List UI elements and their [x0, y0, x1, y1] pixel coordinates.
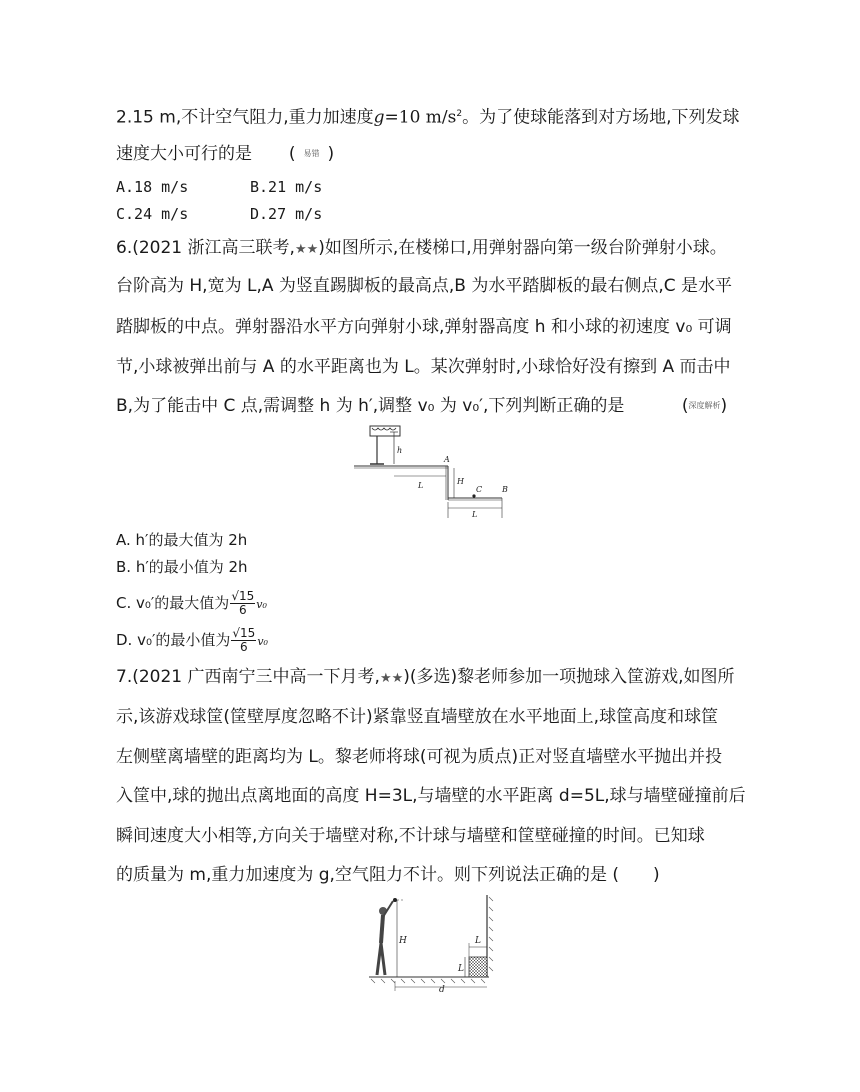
label-h: H [399, 936, 407, 946]
q5-line-1 [116, 104, 740, 128]
difficulty-star-icon: ★★ [379, 671, 404, 686]
q5-line-2 [116, 144, 334, 164]
q6-line-2: 台阶高为 H,宽为 L,A 为竖直踢脚板的最高点,B 为水平踏脚板的最右侧点,C 是水平 [116, 276, 733, 296]
point-c [472, 494, 475, 497]
fraction [230, 590, 255, 617]
gravity-value: =10 m/s [384, 107, 457, 128]
gravity-symbol: g [373, 107, 385, 128]
fraction-numerator: √15 [232, 626, 256, 640]
velocity-symbol: v₀ [257, 635, 268, 648]
option-c-text: C. v₀′的最大值为 [116, 594, 230, 612]
difficulty-star-icon: ★★ [294, 242, 319, 257]
label-d: d [439, 985, 445, 993]
q7-text: )(多选)黎老师参加一项抛球入筐游戏,如图所 [403, 667, 735, 687]
basket [469, 957, 487, 977]
q5-text: 2.15 m,不计空气阻力,重力加速度 [116, 107, 374, 128]
q5-text-tail: 。为了使球能落到对方场地,下列发球 [462, 107, 740, 128]
exponent: 2 [456, 109, 463, 119]
label-l-upper: L [418, 481, 424, 490]
q6-option-c [116, 590, 267, 617]
q5-option-c: C.24 m/s [116, 205, 189, 223]
q6-staircase-figure [350, 420, 520, 520]
label-b: B [502, 485, 508, 494]
q6-option-b: B. h′的最小值为 2h [116, 558, 248, 576]
bracket-close: ) [327, 144, 335, 164]
label-l-lower: L [472, 510, 478, 519]
q7-line-5: 瞬间速度大小相等,方向关于墙壁对称,不计球与墙壁和筐壁碰撞的时间。已知球 [116, 826, 705, 846]
option-d-text: D. v₀′的最小值为 [116, 631, 231, 649]
label-a: A [444, 455, 450, 464]
q6-line-5: B,为了能击中 C 点,需调整 h 为 h′,调整 v₀ 为 v₀′,下列判断正确的是 (深度解析) [116, 396, 728, 416]
q7-throw-figure [365, 893, 505, 993]
velocity-symbol: v₀ [256, 598, 267, 611]
q6-question-stem: B,为了能击中 C 点,需调整 h 为 h′,调整 v₀ 为 v₀′,下列判断正确的是 [116, 396, 625, 416]
fraction-denominator: 6 [240, 640, 248, 654]
q7-line-2: 示,该游戏球筐(筐壁厚度忽略不计)紧靠竖直墙壁放在水平地面上,球筐高度和球筐 [116, 707, 719, 727]
q7-line-3: 左侧壁离墙壁的距离均为 L。黎老师将球(可视为质点)正对竖直墙壁水平抛出并投 [116, 747, 723, 767]
fraction [231, 627, 256, 654]
difficulty-tag: 易错 [303, 149, 320, 158]
q7-line-4: 入筐中,球的抛出点离地面的高度 H=3L,与墙壁的水平距离 d=5L,球与墙壁碰撞前后 [116, 786, 746, 806]
fraction-denominator: 6 [238, 603, 247, 617]
q6-text: )如图所示,在楼梯口,用弹射器向第一级台阶弹射小球。 [318, 238, 727, 258]
analysis-tag: 深度解析 [688, 401, 721, 410]
fraction-numerator: √15 [231, 589, 255, 603]
q6-option-d [116, 627, 268, 654]
label-big-h: H [457, 477, 464, 486]
label-l-side: L [458, 964, 464, 974]
q5-option-d: D.27 m/s [250, 205, 323, 223]
q7-line-1 [116, 667, 735, 689]
label-h: h [397, 446, 403, 455]
label-l-top: L [475, 936, 481, 946]
q5-question-stem: 速度大小可行的是 [116, 144, 252, 164]
q6-source: 6.(2021 浙江高三联考, [116, 238, 295, 258]
q6-line-3: 踏脚板的中点。弹射器沿水平方向弹射小球,弹射器高度 h 和小球的初速度 v₀ 可调 [116, 317, 732, 337]
label-c: C [476, 485, 483, 494]
q6-line-4: 节,小球被弹出前与 A 的水平距离也为 L。某次弹射时,小球恰好没有擦到 A 而击中 [116, 357, 731, 377]
q7-source: 7.(2021 广西南宁三中高一下月考, [116, 667, 380, 687]
q5-option-b: B.21 m/s [250, 178, 323, 196]
q7-line-6: 的质量为 m,重力加速度为 g,空气阻力不计。则下列说法正确的是 ( ) [116, 865, 660, 885]
q5-option-a: A.18 m/s [116, 178, 189, 196]
bracket-open: ( [288, 144, 296, 164]
q6-line-1 [116, 238, 727, 260]
q6-option-a: A. h′的最大值为 2h [116, 531, 248, 549]
